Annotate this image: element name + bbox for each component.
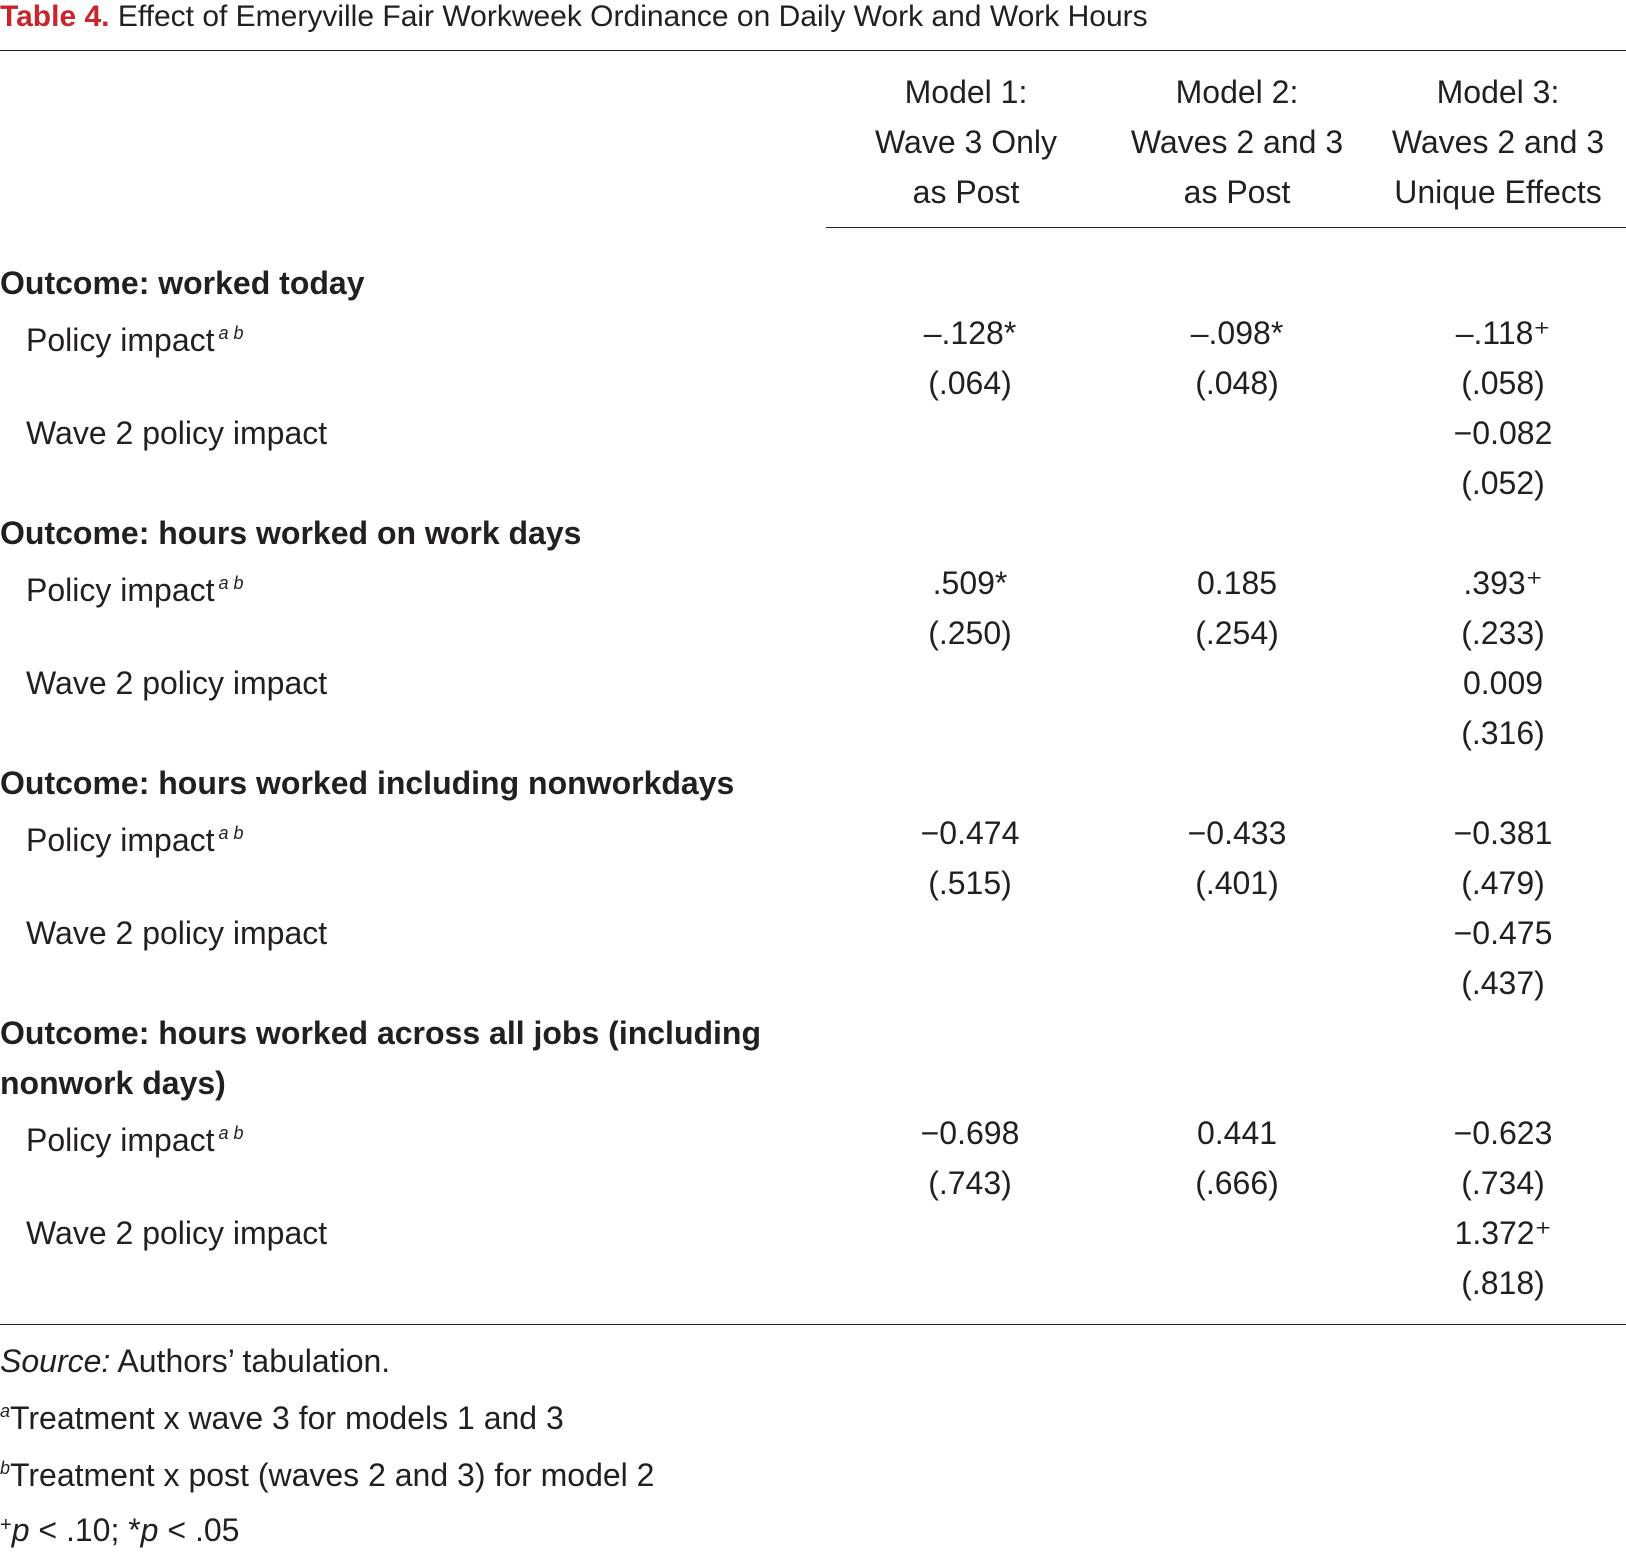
footnote-a: $^a$Treatment x wave 3 for models 1 and 3 — [0, 1400, 564, 1436]
model-3-value: −0.475 — [1453, 915, 1553, 951]
model-2-value: (.048) — [1195, 365, 1279, 401]
table-row — [0, 408, 1626, 458]
table-caption: Effect of Emeryville Fair Workweek Ordinance on Daily Work and Work Hours — [117, 0, 1148, 33]
column-header-model-3: Model 3: Waves 2 and 3 Unique Effects — [1391, 74, 1605, 210]
row-label: Policy impact $^{a b}$ — [26, 572, 244, 608]
model-1-value: .509* — [932, 565, 1008, 601]
footnote-marker: a b — [218, 323, 244, 343]
header-rule — [826, 227, 1626, 228]
model-3-value: (.058) — [1461, 365, 1545, 401]
model-3-value: (.233) — [1461, 615, 1545, 651]
table-row — [0, 958, 1626, 1008]
model-3-value: 0.009 — [1462, 665, 1544, 701]
footnote-marker: a b — [218, 1123, 244, 1143]
model-1-value: (.743) — [928, 1165, 1012, 1201]
row-label: Policy impact $^{a b}$ — [26, 822, 244, 858]
row-label: Wave 2 policy impact — [26, 1215, 328, 1251]
model-3-value: (.734) — [1461, 1165, 1545, 1201]
outcome-row — [0, 258, 1626, 308]
model-1-value: (.250) — [928, 615, 1012, 651]
column-header-model-2: Model 2: Waves 2 and 3 as Post — [1130, 74, 1344, 210]
top-rule — [0, 50, 1626, 51]
results-table — [0, 258, 1626, 1308]
model-2-value: (.254) — [1195, 615, 1279, 651]
model-2-value: 0.441 — [1196, 1115, 1278, 1151]
model-3-value: 1.372⁺ — [1454, 1215, 1552, 1251]
model-3-value: (.052) — [1461, 465, 1545, 501]
table-row — [0, 358, 1626, 408]
table-row — [0, 708, 1626, 758]
table-row — [0, 1158, 1626, 1208]
model-3-value: −0.381 — [1453, 815, 1553, 851]
model-2-value: (.666) — [1195, 1165, 1279, 1201]
model-3-value: (.316) — [1461, 715, 1545, 751]
model-1-value: (.515) — [928, 865, 1012, 901]
table-row — [0, 458, 1626, 508]
table-row — [0, 608, 1626, 658]
outcome-label: Outcome: hours worked including nonworkdays — [0, 765, 735, 801]
source-note: Source: Authors’ tabulation. — [0, 1343, 391, 1379]
model-3-value: –.118⁺ — [1455, 315, 1551, 351]
table-row — [0, 308, 1626, 358]
row-label: Policy impact $^{a b}$ — [26, 1122, 244, 1158]
table-row — [0, 1208, 1626, 1258]
model-2-value: (.401) — [1195, 865, 1279, 901]
table-row — [0, 858, 1626, 908]
model-2-value: −0.433 — [1187, 815, 1287, 851]
model-1-value: (.064) — [928, 365, 1012, 401]
row-label: Policy impact $^{a b}$ — [26, 322, 244, 358]
table-row — [0, 808, 1626, 858]
outcome-label: Outcome: hours worked on work days — [0, 515, 582, 551]
bottom-rule — [0, 1324, 1626, 1325]
outcome-row — [0, 758, 1626, 808]
row-label: Wave 2 policy impact — [26, 415, 328, 451]
outcome-label: nonwork days) — [0, 1065, 226, 1101]
table-notes — [0, 1336, 654, 1555]
model-1-value: −0.698 — [920, 1115, 1020, 1151]
outcome-row — [0, 508, 1626, 558]
significance-note: +p < .10; *p < .05 — [0, 1512, 240, 1548]
outcome-label: Outcome: hours worked across all jobs (including — [0, 1015, 762, 1051]
model-3-value: −0.082 — [1453, 415, 1553, 451]
footnote-marker: a b — [218, 823, 244, 843]
model-3-value: −0.623 — [1453, 1115, 1553, 1151]
model-3-value: (.479) — [1461, 865, 1545, 901]
model-1-value: –.128* — [923, 315, 1017, 351]
table-row — [0, 908, 1626, 958]
column-header-model-1: Model 1: Wave 3 Only as Post — [875, 74, 1057, 210]
footnote-marker: a b — [218, 573, 244, 593]
model-2-value: –.098* — [1190, 315, 1284, 351]
table-row — [0, 558, 1626, 608]
model-3-value: .393⁺ — [1463, 565, 1543, 601]
outcome-row — [0, 1008, 1626, 1058]
model-1-value: −0.474 — [920, 815, 1020, 851]
model-3-value: (.437) — [1461, 965, 1545, 1001]
model-3-value: (.818) — [1461, 1265, 1545, 1301]
footnote-b: $^b$Treatment x post (waves 2 and 3) for model 2 — [0, 1457, 655, 1493]
outcome-label: Outcome: worked today — [0, 265, 365, 301]
table-row — [0, 1258, 1626, 1308]
row-label: Wave 2 policy impact — [26, 915, 328, 951]
row-label: Wave 2 policy impact — [26, 665, 328, 701]
table-number: Table 4. — [0, 0, 110, 33]
table-title — [0, 0, 1148, 34]
table-row — [0, 1108, 1626, 1158]
model-2-value: 0.185 — [1196, 565, 1278, 601]
outcome-row — [0, 1058, 1626, 1108]
table-row — [0, 658, 1626, 708]
